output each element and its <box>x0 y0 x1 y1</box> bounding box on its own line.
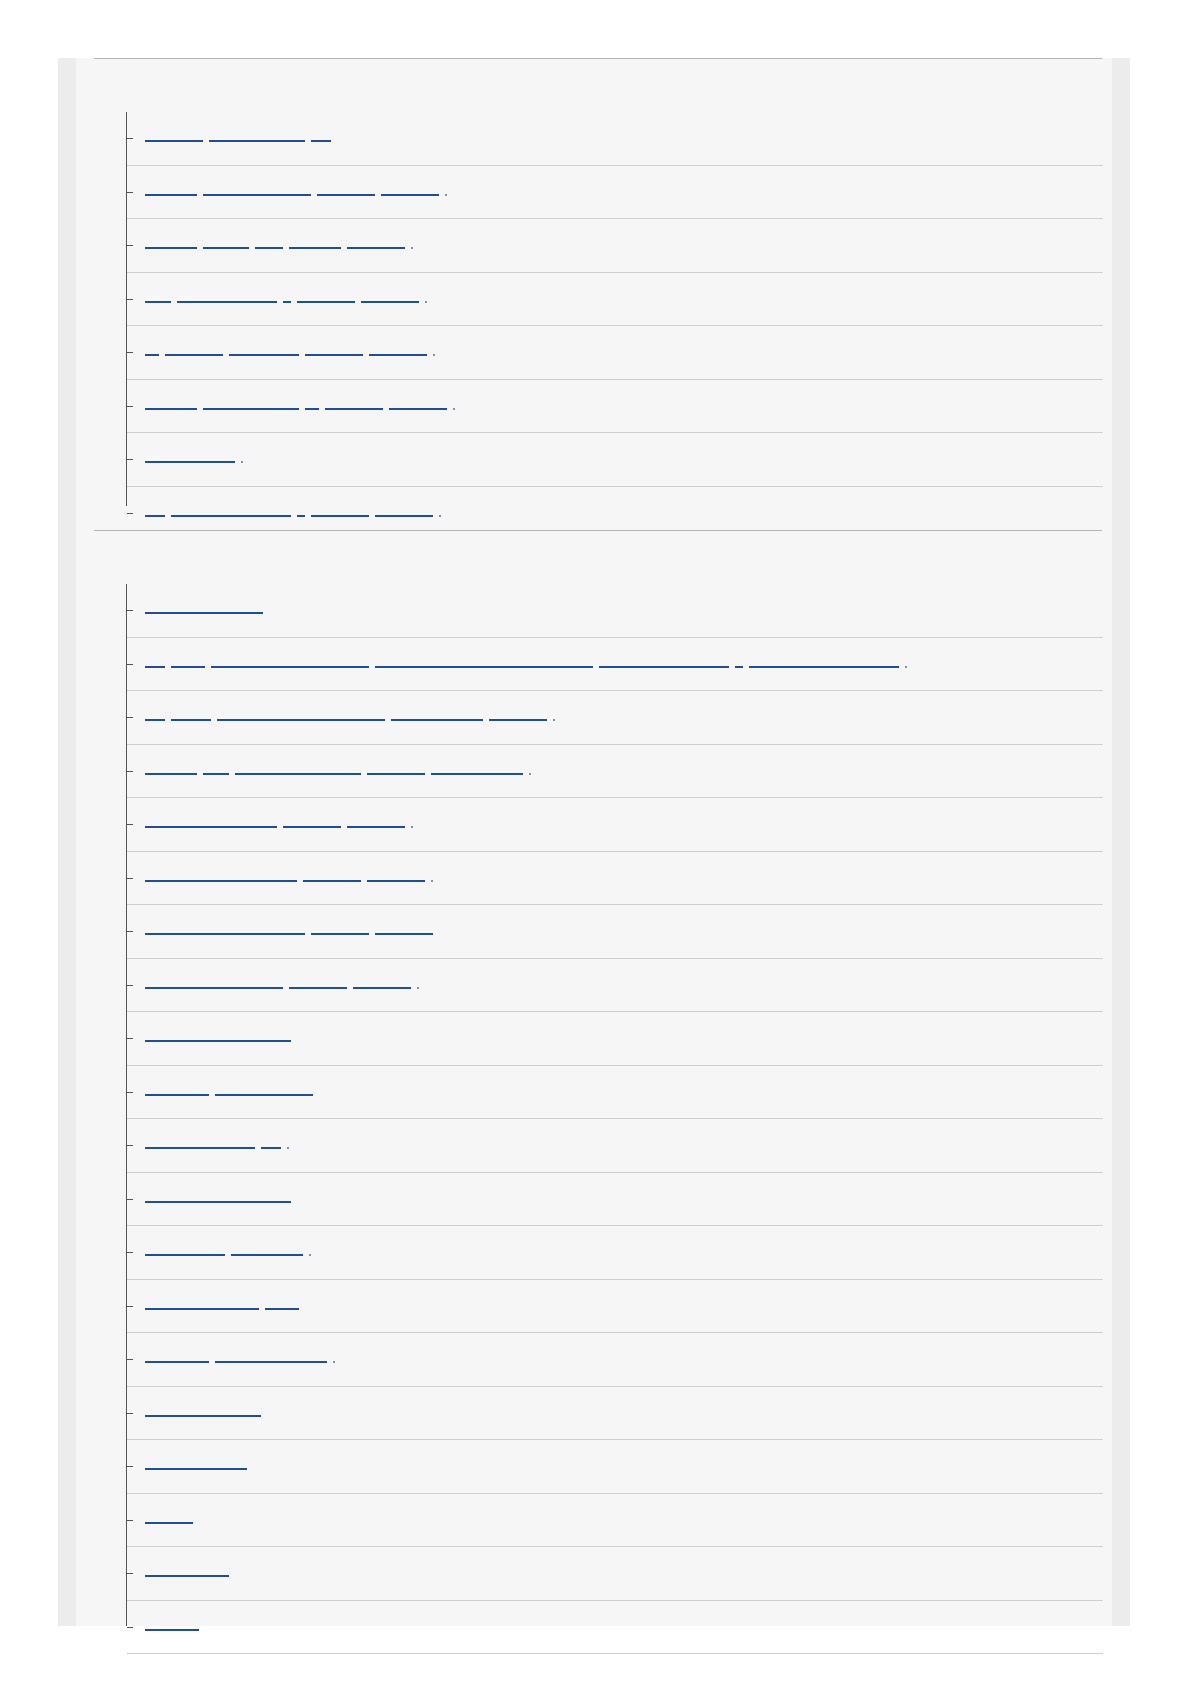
link-word-underline <box>211 666 369 668</box>
link-trailing-mark <box>411 826 413 828</box>
tree-branch-tick <box>127 1199 133 1200</box>
link-word-underline <box>599 666 729 668</box>
link-word-underline <box>165 354 223 356</box>
toc-link[interactable] <box>145 1244 311 1256</box>
toc-entry <box>127 1494 1103 1548</box>
link-word-underline <box>283 301 291 303</box>
toc-link[interactable] <box>145 763 531 775</box>
link-word-underline <box>297 515 305 517</box>
toc-link[interactable] <box>145 1030 291 1042</box>
toc-link[interactable] <box>145 237 413 249</box>
toc-link[interactable] <box>145 1191 291 1203</box>
link-word-underline <box>347 247 405 249</box>
link-tree-section-1 <box>126 112 1103 506</box>
toc-entry <box>127 638 1103 692</box>
tree-branch-tick <box>127 513 133 514</box>
tree-branch-tick <box>127 610 133 611</box>
tree-branch-tick <box>127 299 133 300</box>
link-trailing-mark <box>529 773 531 775</box>
toc-entry <box>127 959 1103 1013</box>
toc-entry <box>127 1333 1103 1387</box>
tree-branch-tick <box>127 1145 133 1146</box>
toc-link[interactable] <box>145 870 433 882</box>
link-word-underline <box>145 933 305 935</box>
tree-branch-tick <box>127 459 133 460</box>
toc-link[interactable] <box>145 816 413 828</box>
link-word-underline <box>369 354 427 356</box>
toc-entry <box>127 1387 1103 1441</box>
tree-branch-tick <box>127 245 133 246</box>
toc-entry <box>127 1012 1103 1066</box>
link-word-underline <box>215 1094 313 1096</box>
toc-link[interactable] <box>145 1084 313 1096</box>
toc-link[interactable] <box>145 709 555 721</box>
link-word-underline <box>145 354 159 356</box>
toc-link[interactable] <box>145 1137 289 1149</box>
link-word-underline <box>431 773 523 775</box>
tree-branch-tick <box>127 1306 133 1307</box>
section-divider-top <box>94 58 1102 59</box>
tree-branch-tick <box>127 1252 133 1253</box>
toc-entry <box>127 1119 1103 1173</box>
link-word-underline <box>145 612 263 614</box>
link-word-underline <box>145 1361 209 1363</box>
link-word-underline <box>367 773 425 775</box>
link-word-underline <box>145 1201 291 1203</box>
link-word-underline <box>145 880 297 882</box>
link-trailing-mark <box>411 247 413 249</box>
link-word-underline <box>305 354 363 356</box>
link-word-underline <box>203 194 311 196</box>
toc-entry <box>127 1601 1103 1655</box>
toc-link[interactable] <box>145 656 907 668</box>
link-word-underline <box>145 1629 199 1631</box>
toc-entry <box>127 1280 1103 1334</box>
link-word-underline <box>389 408 447 410</box>
link-trailing-mark <box>333 1361 335 1363</box>
tree-branch-tick <box>127 138 133 139</box>
toc-entry <box>127 487 1103 540</box>
link-word-underline <box>145 666 165 668</box>
tree-branch-tick <box>127 878 133 879</box>
link-word-underline <box>265 1308 299 1310</box>
link-word-underline <box>145 719 165 721</box>
link-word-underline <box>283 826 341 828</box>
tree-branch-tick <box>127 1413 133 1414</box>
link-trailing-mark <box>287 1147 289 1149</box>
toc-entry <box>127 691 1103 745</box>
link-word-underline <box>145 826 277 828</box>
link-word-underline <box>261 1147 281 1149</box>
toc-link[interactable] <box>145 344 435 356</box>
toc-link[interactable] <box>145 291 427 303</box>
link-word-underline <box>145 1147 255 1149</box>
toc-link[interactable] <box>145 923 433 935</box>
link-word-underline <box>203 773 229 775</box>
toc-link[interactable] <box>145 505 441 517</box>
link-trailing-mark <box>431 880 433 882</box>
link-word-underline <box>235 773 361 775</box>
toc-link[interactable] <box>145 130 331 142</box>
link-trailing-mark <box>553 719 555 721</box>
tree-branch-tick <box>127 352 133 353</box>
link-word-underline <box>367 880 425 882</box>
link-word-underline <box>171 515 291 517</box>
link-word-underline <box>305 408 319 410</box>
toc-entry <box>127 1066 1103 1120</box>
toc-entry <box>127 852 1103 906</box>
link-word-underline <box>229 354 299 356</box>
link-word-underline <box>145 301 171 303</box>
link-word-underline <box>735 666 743 668</box>
link-trailing-mark <box>241 461 243 463</box>
link-word-underline <box>209 140 305 142</box>
link-word-underline <box>289 987 347 989</box>
link-word-underline <box>145 515 165 517</box>
link-word-underline <box>217 719 385 721</box>
tree-branch-tick <box>127 1466 133 1467</box>
link-word-underline <box>145 247 197 249</box>
tree-branch-tick <box>127 1359 133 1360</box>
link-word-underline <box>145 1308 259 1310</box>
toc-entry <box>127 1547 1103 1601</box>
toc-link[interactable] <box>145 1619 199 1631</box>
link-word-underline <box>177 301 277 303</box>
link-word-underline <box>171 666 205 668</box>
link-word-underline <box>145 1254 225 1256</box>
link-word-underline <box>347 826 405 828</box>
toc-entry <box>127 433 1103 487</box>
toc-link[interactable] <box>145 184 447 196</box>
toc-entry <box>127 166 1103 220</box>
link-word-underline <box>391 719 483 721</box>
link-word-underline <box>311 140 331 142</box>
link-word-underline <box>145 1575 229 1577</box>
link-word-underline <box>145 1522 193 1524</box>
toc-link[interactable] <box>145 1565 229 1577</box>
link-word-underline <box>145 1468 247 1470</box>
toc-entry <box>127 584 1103 638</box>
link-word-underline <box>255 247 283 249</box>
link-word-underline <box>311 933 369 935</box>
tree-branch-tick <box>127 1092 133 1093</box>
link-word-underline <box>325 408 383 410</box>
link-word-underline <box>289 247 341 249</box>
toc-link[interactable] <box>145 1351 335 1363</box>
link-word-underline <box>375 515 433 517</box>
toc-link[interactable] <box>145 977 419 989</box>
link-word-underline <box>145 987 283 989</box>
tree-branch-tick <box>127 1038 133 1039</box>
link-word-underline <box>145 773 197 775</box>
link-trailing-mark <box>453 408 455 410</box>
link-trailing-mark <box>417 987 419 989</box>
link-tree-section-2 <box>126 584 1103 1626</box>
tree-branch-tick <box>127 1573 133 1574</box>
link-word-underline <box>145 408 197 410</box>
link-word-underline <box>303 880 361 882</box>
toc-entry <box>127 905 1103 959</box>
toc-entry <box>127 273 1103 327</box>
toc-link[interactable] <box>145 1512 193 1524</box>
link-word-underline <box>145 1094 209 1096</box>
link-word-underline <box>215 1361 327 1363</box>
link-word-underline <box>145 1040 291 1042</box>
link-word-underline <box>317 194 375 196</box>
link-word-underline <box>749 666 899 668</box>
tree-branch-tick <box>127 406 133 407</box>
link-trailing-mark <box>439 515 441 517</box>
toc-entry <box>127 1173 1103 1227</box>
tree-branch-tick <box>127 1627 133 1628</box>
link-word-underline <box>375 933 433 935</box>
link-trailing-mark <box>905 666 907 668</box>
link-word-underline <box>353 987 411 989</box>
tree-branch-tick <box>127 771 133 772</box>
toc-link[interactable] <box>145 451 243 463</box>
link-word-underline <box>145 461 235 463</box>
toc-entry <box>127 745 1103 799</box>
link-word-underline <box>145 194 197 196</box>
link-word-underline <box>297 301 355 303</box>
toc-entry <box>127 1226 1103 1280</box>
tree-branch-tick <box>127 1520 133 1521</box>
tree-branch-tick <box>127 664 133 665</box>
toc-entry <box>127 380 1103 434</box>
link-trailing-mark <box>445 194 447 196</box>
link-word-underline <box>231 1254 303 1256</box>
link-word-underline <box>489 719 547 721</box>
toc-link[interactable] <box>145 398 455 410</box>
link-word-underline <box>145 140 203 142</box>
link-word-underline <box>203 408 299 410</box>
section-divider-middle <box>94 530 1102 531</box>
link-word-underline <box>145 1415 261 1417</box>
link-word-underline <box>311 515 369 517</box>
tree-branch-tick <box>127 931 133 932</box>
toc-link[interactable] <box>145 1405 261 1417</box>
link-trailing-mark <box>309 1254 311 1256</box>
toc-link[interactable] <box>145 1298 299 1310</box>
link-trailing-mark <box>425 301 427 303</box>
toc-entry <box>127 1440 1103 1494</box>
tree-branch-tick <box>127 824 133 825</box>
link-word-underline <box>171 719 211 721</box>
link-word-underline <box>361 301 419 303</box>
toc-link[interactable] <box>145 602 263 614</box>
link-word-underline <box>381 194 439 196</box>
tree-branch-tick <box>127 717 133 718</box>
link-trailing-mark <box>433 354 435 356</box>
toc-entry <box>127 219 1103 273</box>
link-word-underline <box>203 247 249 249</box>
toc-entry <box>127 326 1103 380</box>
tree-branch-tick <box>127 192 133 193</box>
tree-branch-tick <box>127 985 133 986</box>
toc-entry <box>127 112 1103 166</box>
toc-link[interactable] <box>145 1458 247 1470</box>
link-word-underline <box>375 666 593 668</box>
toc-entry <box>127 798 1103 852</box>
